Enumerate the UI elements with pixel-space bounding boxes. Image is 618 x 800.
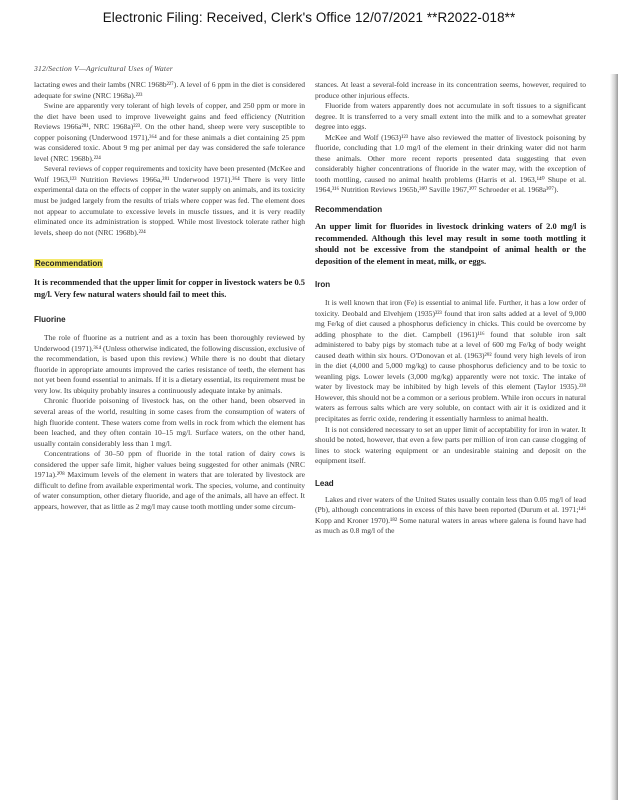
filing-stamp: Electronic Filing: Received, Clerk's Office 12/07/2021 **R2022-018** xyxy=(102,10,516,25)
page-edge-shadow xyxy=(610,74,618,800)
fluorine-recommendation-heading: Recommendation xyxy=(315,205,383,215)
fluorine-paragraph-4: stances. At least a several-fold increase in its concentration seems, however, required to produce other injurious effects. xyxy=(315,80,586,100)
fluorine-paragraph-1: The role of fluorine as a nutrient and as a toxin has been thoroughly reviewed by Underwood (1971).³⁶⁴ (Unless otherwise indicated, the following discussion, exclusive of the recommendation, is based upon this review.) While there is no doubt that dietary fluoride in appropriate amounts improved the caries resistance of teeth, the element has not yet been found essential to animals. If it is a dietary essential, its requirement must be very low. Its ubiquity probably insures a continuously adequate intake by animals. xyxy=(34,333,305,395)
running-head: 312/Section V—Agricultural Uses of Water xyxy=(34,64,173,73)
copper-recommendation-heading xyxy=(34,258,305,269)
fluorine-paragraph-3: Concentrations of 30–50 ppm of fluoride in the total ration of dairy cows is considered the upper safe limit, higher values being suggested for other animals (NRC 1971a).²⁰⁸ Maximum levels of the element in waters that are tolerated by livestock are difficult to define from available experimental work. The species, volume, and continuity of water consumption, other dietary fluoride, and age of the animals, all have an effect. It appears, however, that as little as 2 mg/l may cause tooth mottling under some circum- xyxy=(34,449,305,511)
fluorine-paragraph-6: McKee and Wolf (1963)¹²³ have also reviewed the matter of livestock poisoning by fluoride, concluding that 1.0 mg/l of the element in their drinking water did not harm these animals. Other more recent reports presented data suggesting that even considerably higher concentrations of fluoride in the water may, with the exception of tooth mottling, caused no animal health problems (Harris et al. 1963,¹⁴⁰ Shupe et al. 1964,³¹⁶ Nutrition Reviews 1965b,²⁸⁰ Saville 1967,³⁰⁷ Schroeder et al. 1968a³⁰⁷). xyxy=(315,132,586,195)
copper-paragraph-2: Swine are apparently very tolerant of high levels of copper, and 250 ppm or more in the diet have been used to improve liveweight gains and feed efficiency (Nutrition Reviews 1966a²⁸¹, NRC 1968a)²²³. On the other hand, sheep were very susceptible to copper poisoning (Underwood 1971),³⁶⁴ and for these animals a diet containing 25 ppm was considered toxic. About 9 mg per animal per day was considered the safe tolerance level (NRC 1968b).²²⁴ xyxy=(34,101,305,163)
highlight-mark: Recommendation xyxy=(35,259,103,269)
iron-paragraph-2: It is not considered necessary to set an upper limit of acceptability for iron in water. It should be noted, however, that even a few parts per million of iron can cause clogging of lines to stock watering equipment or an undesirable staining and deposit on the equipment itself. xyxy=(315,424,586,466)
fluorine-paragraph-5: Fluoride from waters apparently does not accumulate in soft tissues to a significant degree. It is transferred to a very small extent into the milk and to a somewhat greater degree into eggs. xyxy=(315,101,586,132)
iron-heading: Iron xyxy=(315,280,331,290)
left-column xyxy=(34,80,305,513)
lead-paragraph-1: Lakes and river waters of the United States usually contain less than 0.05 mg/l of lead (Pb), although concentrations in excess of this have been reported (Durum et al. 1971;¹⁴⁶ Kopp and Kroner 1970).¹⁸² Some natural waters in areas where galena is found have had as much as 0.8 mg/l of the xyxy=(315,494,586,536)
lead-heading: Lead xyxy=(315,478,334,488)
fluorine-heading: Fluorine xyxy=(34,315,66,325)
copper-recommendation-text: It is recommended that the upper limit for copper in livestock waters be 0.5 mg/l. Very few natural waters should fail to meet this. xyxy=(34,277,305,299)
iron-paragraph-1: It is well known that iron (Fe) is essential to animal life. Further, it has a low order of toxicity. Deobald and Elvehjem (1935)³²³ found that iron salts added at a level of 9,000 mg Fe/kg of diet caused a phosphorus deficiency in chicks. This could be overcome by adding phosphate to the diet. Campbell (1961)¹¹⁶ found that soluble iron salt administered to baby pigs by stomach tube at a level of 600 mg Fe/kg of body weight caused death within six hours. O'Donovan et al. (1963)²⁹² found very high levels of iron in the diet (4,000 and 5,000 mg/kg) to cause phosphorus deficiency and to be toxic to weanling pigs. Lower levels (3,000 mg/kg) apparently were not toxic. The intake of water by livestock may be inhibited by high levels of this element (Taylor 1935).²²⁸ However, this should not be a common or a serious problem. While iron occurs in natural waters as ferrous salts which are very soluble, on contact with air it is oxidized and it precipitates as ferric oxide, rendering it essentially harmless to animal health. xyxy=(315,298,586,424)
copper-paragraph-3: Several reviews of copper requirements and toxicity have been presented (McKee and Wolf 1963,¹²³ Nutrition Reviews 1966a,²⁸¹ Underwood 1971).³⁶⁴ There is very little experimental data on the effects of copper in the water supply on animals, and its toxicity must be judged largely from the results of trials where copper was fed. The element does not appear to accumulate to excessive levels in muscle tissues, and it is very readily eliminated once its administration is stopped. While most livestock tolerate rather high levels, sheep do not (NRC 1968b).²²⁴ xyxy=(34,164,305,237)
copper-paragraph-1: lactating ewes and their lambs (NRC 1968b²²⁷). A level of 6 ppm in the diet is considered adequate for swine (NRC 1968a).²²³ xyxy=(34,80,305,100)
fluorine-paragraph-2: Chronic fluoride poisoning of livestock has, on the other hand, been observed in several areas of the world, resulting in some cases from the consumption of waters of high fluoride content. These waters come from wells in rock from which the element has been leached, and they often contain 10–15 mg/l. Surface waters, on the other hand, usually contain considerably less than 1 mg/l. xyxy=(34,396,305,448)
right-column xyxy=(315,80,586,537)
fluorine-recommendation-text: An upper limit for fluorides in livestock drinking waters of 2.0 mg/l is recommended. Although this level may result in some tooth mottling it should not be excessive from the standpoint of animal health or the deposition of the element in meat, milk, or eggs. xyxy=(315,221,586,266)
